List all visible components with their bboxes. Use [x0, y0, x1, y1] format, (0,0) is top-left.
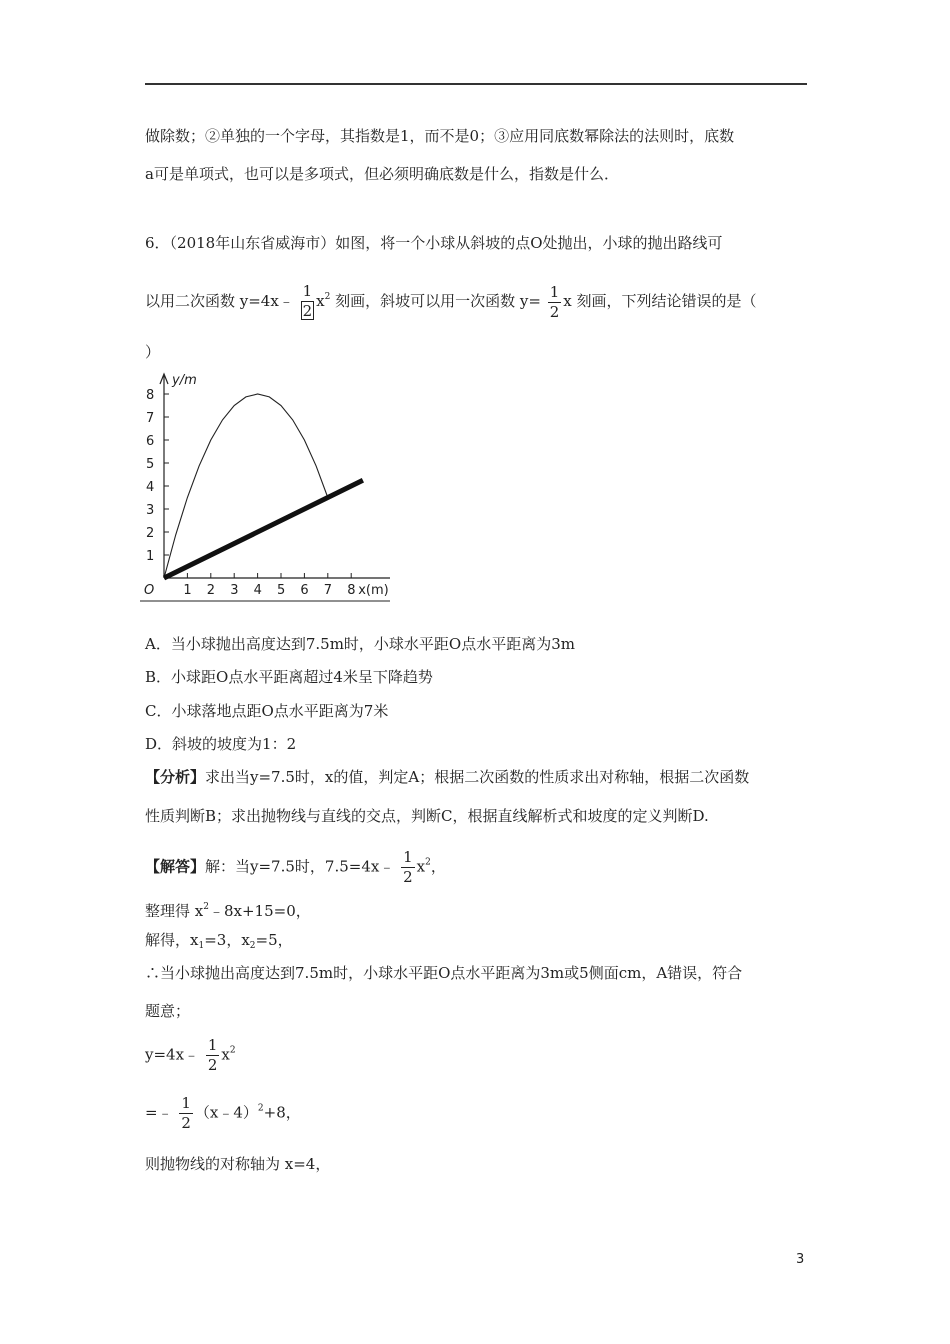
step-1 [145, 897, 311, 921]
subscript: 2 [249, 941, 256, 951]
step-4: 题意； [145, 1002, 191, 1020]
x-tick-label: 2 [206, 583, 216, 598]
y-tick-label: 7 [146, 411, 155, 426]
text-segment: x [416, 857, 426, 876]
fraction-denominator: 2 [549, 302, 560, 321]
analysis-line-2: 性质判断B；求出抛物线与直线的交点，判断C，根据直线解析式和坡度的定义判断D. [145, 807, 709, 825]
fraction-one-half [179, 1096, 193, 1131]
step-2 [145, 930, 293, 956]
subscript: 1 [198, 941, 205, 951]
y-tick-label: 6 [146, 434, 155, 449]
fraction-one-half [548, 282, 562, 321]
answer-label: 【解答】 [145, 857, 206, 876]
x-tick-label: 5 [277, 583, 286, 598]
text-segment: =5， [255, 931, 293, 949]
text-segment: y=4x﹣ [145, 1045, 200, 1064]
fraction-numerator: 1 [549, 282, 560, 301]
analysis-text: 求出当y=7.5时，x的值，判定A；根据二次函数的性质求出对称轴，根据二次函数 [205, 768, 750, 786]
fraction-numerator: 1 [302, 282, 313, 300]
option-a: A．当小球抛出高度达到7.5m时，小球水平距O点水平距离为3m [145, 635, 575, 653]
text-segment: +8， [263, 1103, 301, 1122]
superscript: 2 [257, 1103, 264, 1114]
analysis-line-1 [145, 767, 749, 787]
question-6-line-1: 6．（2018年山东省威海市）如图，将一个小球从斜坡的点O处抛出，小球的抛出路线可 [145, 234, 723, 252]
origin-label: O [144, 583, 155, 598]
text-segment: ﹣8x+15=0， [208, 902, 311, 920]
option-b: B．小球距O点水平距离超过4米呈下降趋势 [145, 668, 433, 686]
fraction-denominator: 2 [403, 868, 413, 886]
fraction-numerator: 1 [207, 1036, 218, 1054]
text-segment: ， [430, 857, 446, 876]
header-rule [145, 83, 807, 85]
text-segment: =3，x [204, 931, 250, 949]
text-segment: =﹣ [145, 1103, 173, 1122]
text-segment: （x﹣4） [194, 1103, 258, 1122]
option-d: D．斜坡的坡度为1：2 [145, 735, 297, 753]
x-axis-label: x(m) [358, 583, 389, 598]
option-c: C．小球落地点距O点水平距离为7米 [145, 702, 389, 720]
superscript: 2 [229, 1045, 236, 1056]
y-tick-label: 2 [146, 526, 155, 541]
step-5 [145, 1038, 236, 1073]
superscript: 2 [203, 902, 209, 912]
fraction-denominator: 2 [181, 1114, 191, 1132]
text-segment: 解得，x [145, 931, 199, 949]
y-tick-label: 1 [146, 549, 155, 564]
y-tick-label: 4 [146, 480, 155, 495]
fraction-one-half [301, 284, 315, 320]
x-tick-label: 1 [183, 583, 192, 598]
x-tick-label: 3 [230, 583, 239, 598]
analysis-label: 【分析】 [145, 768, 206, 786]
superscript: 2 [425, 857, 431, 868]
fraction-one-half [401, 850, 415, 885]
step-3: ∴当小球抛出高度达到7.5m时，小球水平距O点水平距离为3m或5侧面cm，A错误，符合 [145, 964, 743, 982]
step-7: 则抛物线的对称轴为 x=4， [145, 1155, 331, 1173]
page-number: 3 [796, 1252, 805, 1267]
chart-marks [164, 394, 363, 578]
question-6-line-2 [145, 284, 757, 320]
text-line-2: a可是单项式，也可以是多项式，但必须明确底数是什么，指数是什么． [145, 165, 619, 183]
parabola-path [164, 394, 328, 578]
question-6-line-3: ） [145, 343, 161, 361]
fraction-numerator: 1 [403, 848, 413, 866]
fraction-denominator: 2 [302, 302, 313, 320]
slope-line [164, 480, 363, 578]
parabola-slope-chart [140, 368, 400, 608]
step-6 [145, 1096, 301, 1131]
text-segment: 整理得 x [145, 902, 204, 920]
text-segment: x [316, 292, 325, 310]
answer-line [145, 850, 446, 885]
y-axis-label: y/m [172, 373, 197, 388]
y-tick-label: 3 [146, 503, 155, 518]
answer-text: 解：当y=7.5时，7.5=4x﹣ [205, 857, 395, 876]
x-tick-label: 4 [253, 583, 262, 598]
y-tick-label: 8 [146, 388, 155, 403]
text-line-1: 做除数；②单独的一个字母，其指数是1，而不是0；③应用同底数幂除法的法则时，底数 [145, 127, 735, 145]
x-tick-label: 8 [347, 583, 356, 598]
text-segment: 以用二次函数 y=4x﹣ [145, 292, 294, 310]
superscript: 2 [324, 292, 331, 302]
x-tick-label: 6 [300, 583, 309, 598]
fraction-one-half [206, 1038, 220, 1073]
text-segment: x [221, 1045, 230, 1064]
text-segment: x 刻画，下列结论错误的是（ [563, 292, 757, 310]
text-segment: 刻画，斜坡可以用一次函数 y= [330, 292, 541, 310]
y-tick-label: 5 [146, 457, 155, 472]
fraction-numerator: 1 [181, 1094, 191, 1112]
fraction-denominator: 2 [207, 1056, 218, 1074]
x-tick-label: 7 [323, 583, 333, 598]
